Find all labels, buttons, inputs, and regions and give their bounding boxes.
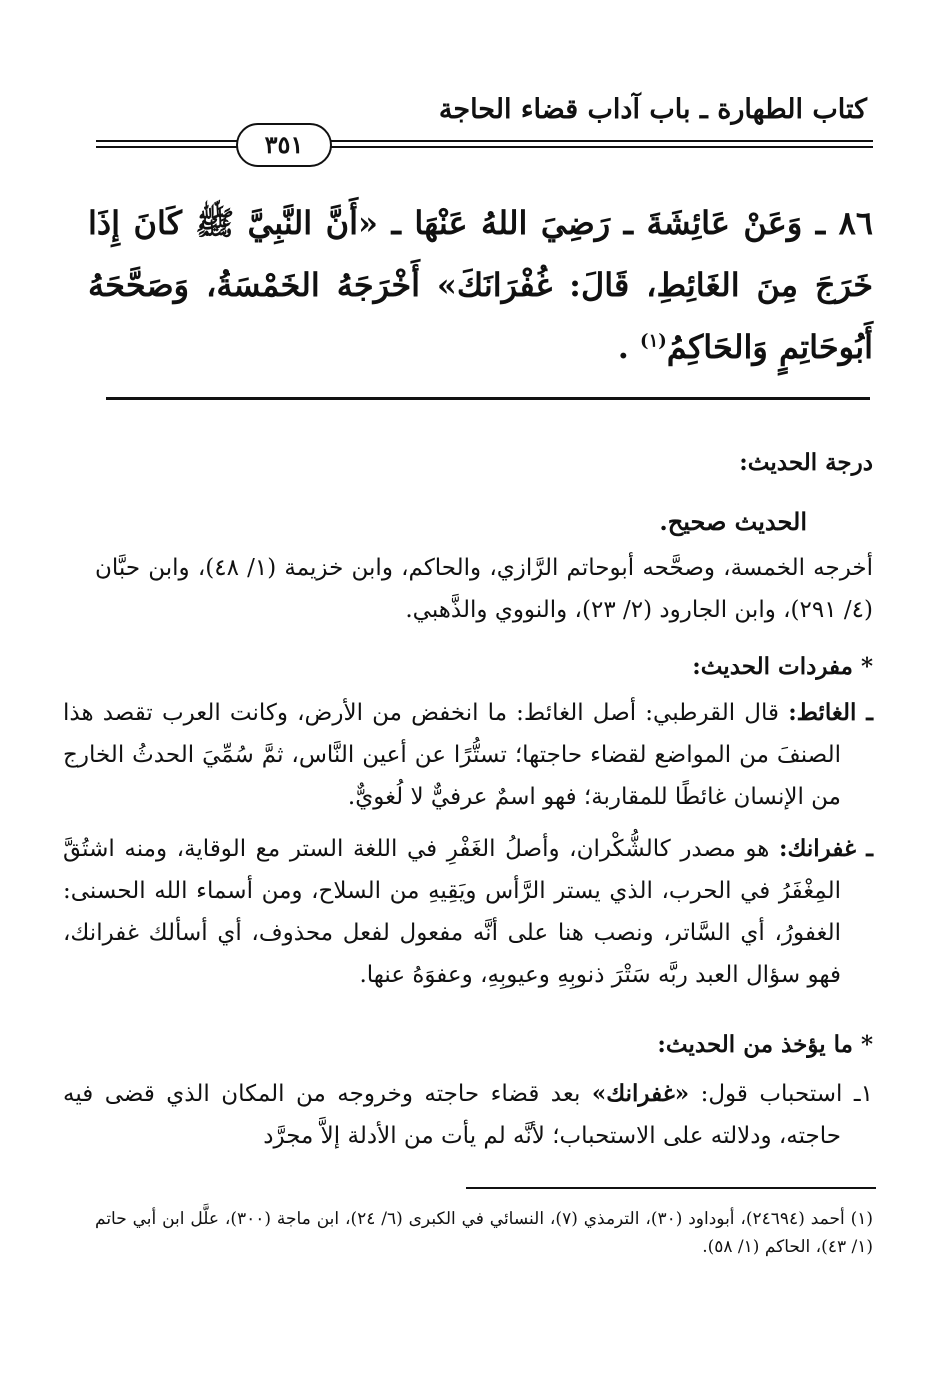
vocab-term: ـ غفرانك:	[778, 835, 874, 862]
running-header-title: كتاب الطهارة ـ باب آداب قضاء الحاجة	[438, 94, 867, 125]
vocab-item-ghaait	[63, 692, 873, 818]
footnote-label: (١)	[850, 1209, 873, 1229]
hadith-number-dash: ـ	[815, 204, 826, 242]
lesson-item-1	[63, 1073, 873, 1157]
hadith-number: ٨٦	[838, 204, 874, 242]
grade-heading: درجة الحديث:	[739, 449, 873, 476]
footnote-reference: (١)	[640, 330, 667, 352]
grade-verdict: الحديث صحيح.	[659, 507, 807, 536]
hadith-text-block	[88, 192, 873, 378]
header-rule-top	[96, 140, 873, 142]
vocab-term: ـ الغائط:	[788, 699, 873, 726]
page-number-badge: ٣٥١	[236, 123, 332, 167]
vocab-definition: هو مصدر كالشُّكْران، وأصلُ الغَفْرِ في اللغة الستر مع الوقاية، ومنه اشتُقَّ المِغْفَرُ في الحرب، الذي يستر الرَّأس ويَقِيهِ من السلاح، ومن أسماء الله الحسنى: الغفورُ، أي السَّاتر، ونصب هنا على أنَّه مفعول لفعل محذوف، أي أسألك غفرانك، فهو سؤال العبد ربَّه سَتْرَ ذنوبِهِ وعيوبِهِ، وعفوَهُ عنها.	[63, 836, 841, 988]
vocab-item-ghufranak	[63, 828, 873, 996]
lesson-quote: «غفرانك»	[591, 1080, 690, 1107]
footnote-separator	[466, 1187, 876, 1189]
vocab-heading: * مفردات الحديث:	[692, 653, 873, 680]
lesson-text: بعد قضاء حاجته وخروجه من المكان الذي قضى فيه حاجته، ودلالته على الاستحباب؛ لأنَّه لم يأت من الأدلة إلاَّ مجرَّد	[63, 1081, 841, 1149]
section-divider	[106, 397, 870, 400]
hadith-end: .	[617, 328, 629, 366]
header-rule-bottom	[96, 146, 873, 148]
hadith-body: وَعَنْ عَائِشَةَ ـ رَضِيَ اللهُ عَنْهَا ـ «أَنَّ النَّبِيَّ ﷺ كَانَ إِذَا خَرَجَ مِنَ الغَائِطِ، قَالَ: غُفْرَانَكَ» أَخْرَجَهُ الخَمْسَةُ، وَصَحَّحَهُ أَبُوحَاتِمٍ وَالحَاكِمُ	[88, 204, 873, 366]
vocab-definition: قال القرطبي: أصل الغائط: ما انخفض من الأرض، وكانت العرب تقصد هذا الصنفَ من المواضع لقضاء حاجتها؛ تستُّرًا عن أعين النَّاس، ثمَّ سُمِّيَ الحدثُ الخارج من الإنسان غائطًا للمقاربة؛ فهو اسمٌ عرفيٌّ لا لُغويٌّ.	[63, 700, 841, 810]
lessons-heading: * ما يؤخذ من الحديث:	[657, 1031, 873, 1058]
footnote-block	[95, 1205, 873, 1261]
footnote-text: أحمد (٢٤٦٩٤)، أبوداود (٣٠)، الترمذي (٧)، النسائي في الكبرى (٦/ ٢٤)، ابن ماجة (٣٠٠)، علَّل ابن أبي حاتم (١/ ٤٣)، الحاكم (١/ ٥٨).	[95, 1209, 873, 1257]
lesson-prefix: ١ـ استحباب قول:	[689, 1081, 873, 1107]
grade-body: أخرجه الخمسة، وصحَّحه أبوحاتم الرَّازي، والحاكم، وابن خزيمة (١/ ٤٨)، وابن حبَّان (٤/ ٢٩١)، وابن الجارود (٢/ ٢٣)، والنووي والذَّهبي.	[95, 555, 874, 623]
